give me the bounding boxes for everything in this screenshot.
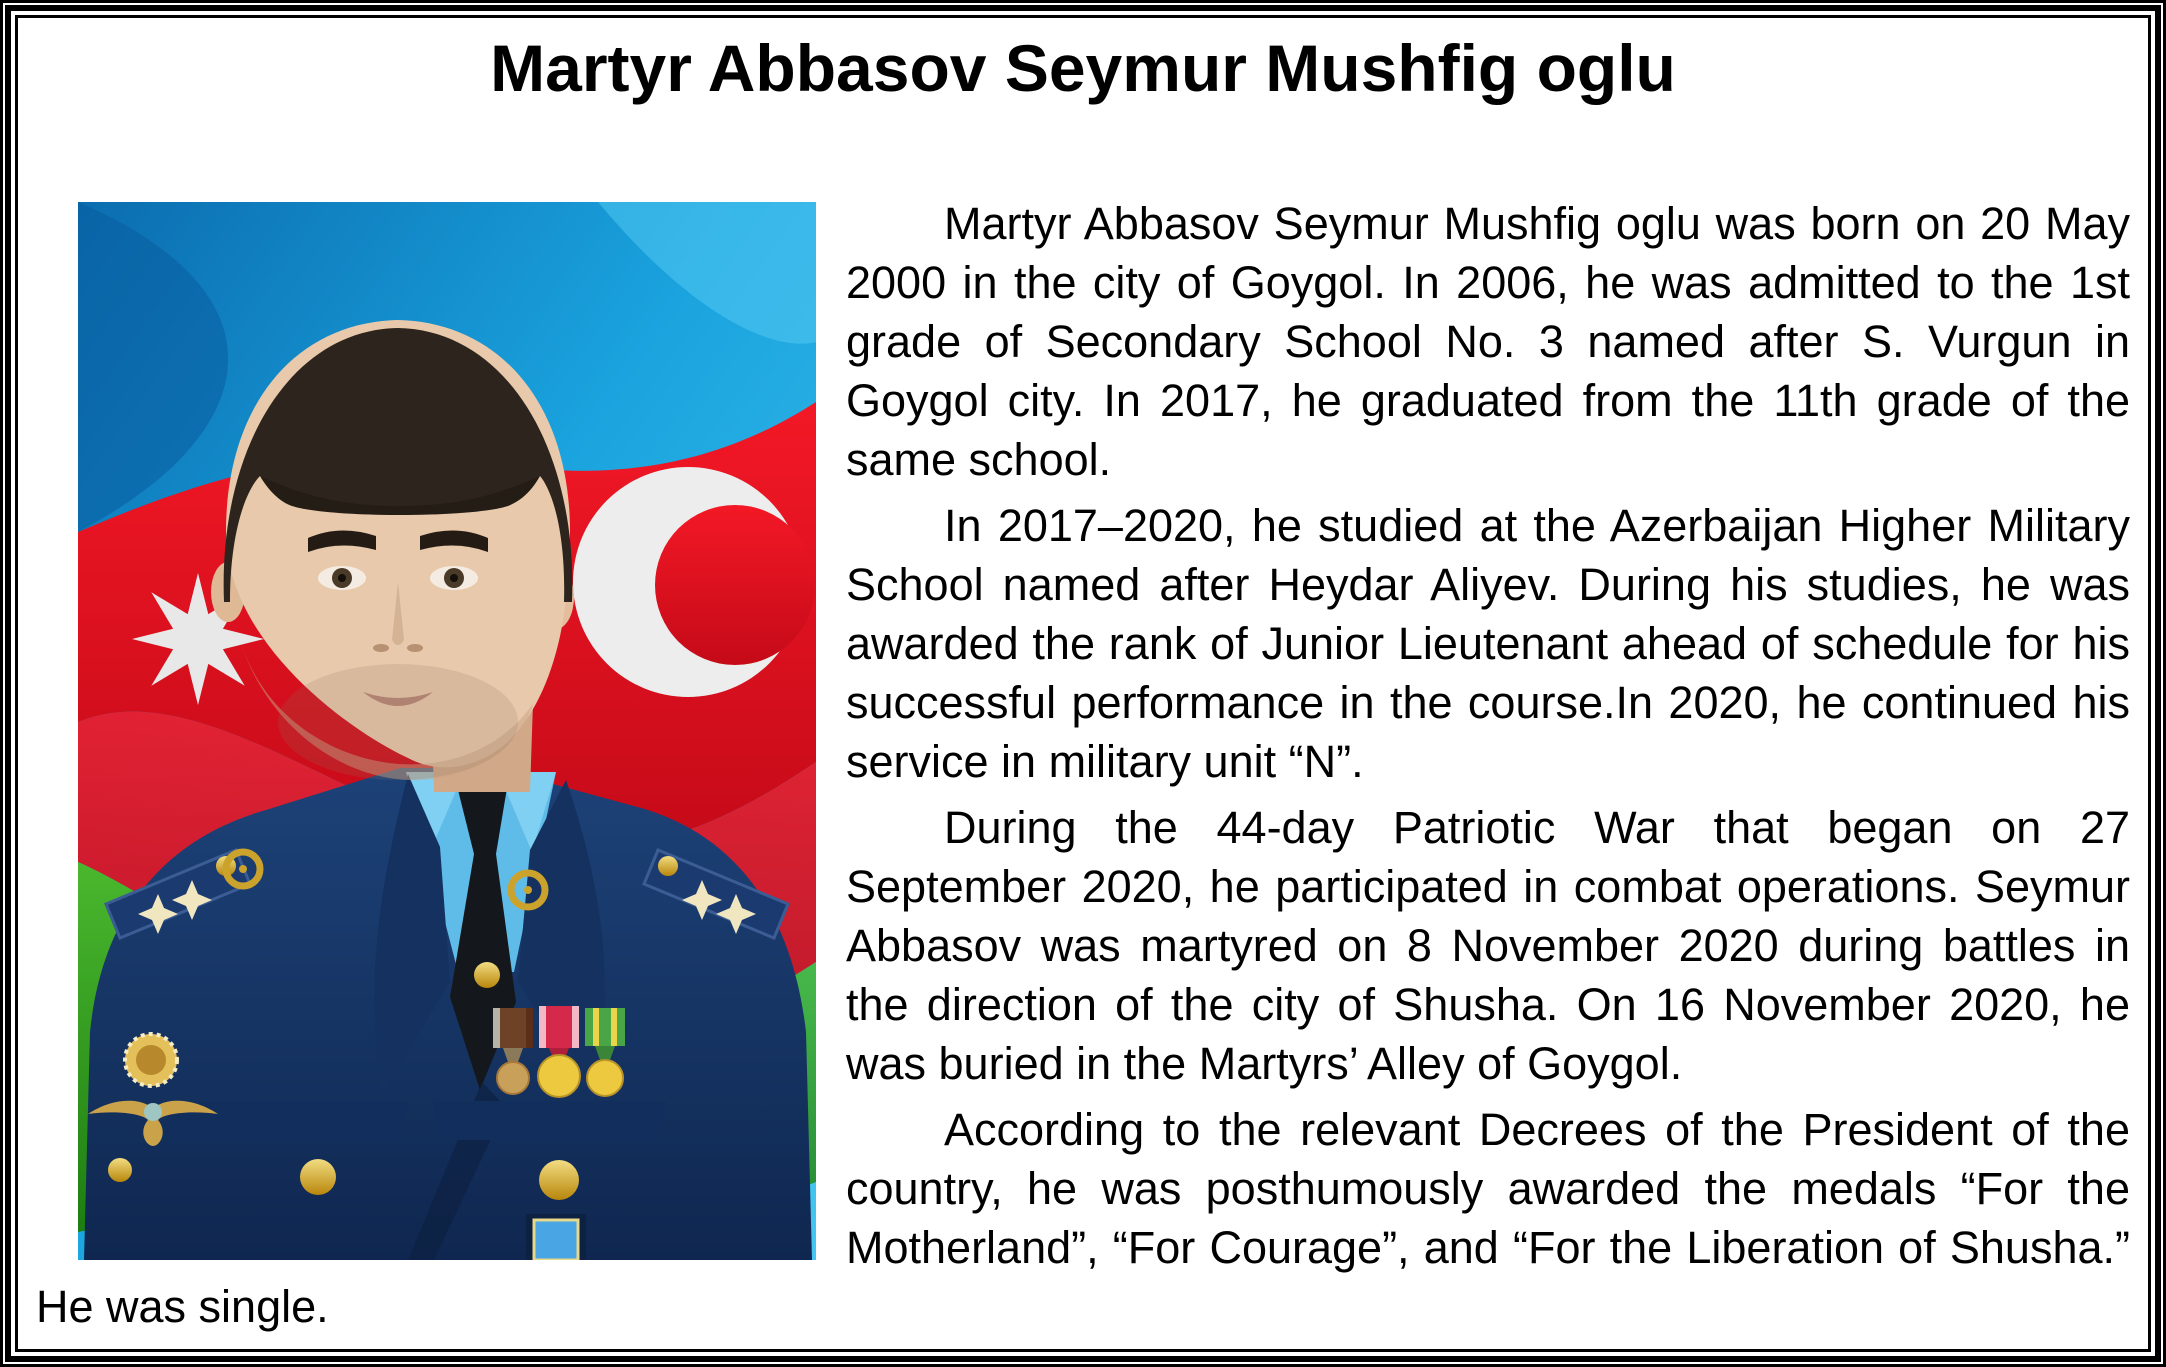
nostril-right [407, 644, 423, 652]
eye-left [318, 566, 366, 590]
pocket-button-left [300, 1159, 336, 1195]
lapel-button [474, 962, 500, 988]
martyr-portrait-photo [78, 202, 816, 1260]
paragraph-military-school: In 2017–2020, he studied at the Azerbaijan Higher Military School named after Heydar Aliyev. During his studies, he was awarded the rank of Junior Lieutenant ahead of schedule for his successful performance in the course.In 2020, he continued his service in military unit “N”. [846, 500, 2130, 787]
collar-emblem-right-dot [524, 886, 532, 894]
medals [493, 1006, 625, 1097]
middle-border [5, 5, 2161, 1362]
nostril-left [373, 644, 389, 652]
biography-text [36, 194, 2130, 1336]
strap-button-right [658, 856, 678, 876]
stubble [278, 664, 518, 780]
cuff-button [108, 1158, 132, 1182]
paragraph-medals: According to the relevant Decrees of the President of the country, he was posthumously awarded the medals “For the Motherland”, “For Courage”, and “For the Liberation of Shusha.” He was single. [36, 1104, 2130, 1332]
paragraph-birth-education: Martyr Abbasov Seymur Mushfig oglu was born on 20 May 2000 in the city of Goygol. In 2006, he was admitted to the 1st grade of Secondary School No. 3 named after S. Vurgun in Goygol city. In 2017, he graduated from the 11th grade of the same school. [846, 198, 2130, 485]
page-content [18, 18, 2148, 1349]
paragraph-patriotic-war: During the 44-day Patriotic War that began on 27 September 2020, he participated in combat operations. Seymur Abbasov was martyred on 8 November 2020 during battles in the direction of the city of Shusha. On 16 November 2020, he was buried in the Martyrs’ Alley of Goygol. [846, 802, 2130, 1089]
pocket-flap-right [433, 1101, 666, 1140]
round-chest-badge [125, 1034, 177, 1086]
blue-award-ribbon [526, 1214, 586, 1260]
eye-right [430, 566, 478, 590]
collar-emblem-left-dot [239, 865, 247, 873]
portrait-illustration [78, 202, 816, 1260]
page-title: Martyr Abbasov Seymur Mushfig oglu [490, 31, 1676, 105]
inner-border [15, 15, 2151, 1352]
pocket-button-right [539, 1160, 579, 1200]
